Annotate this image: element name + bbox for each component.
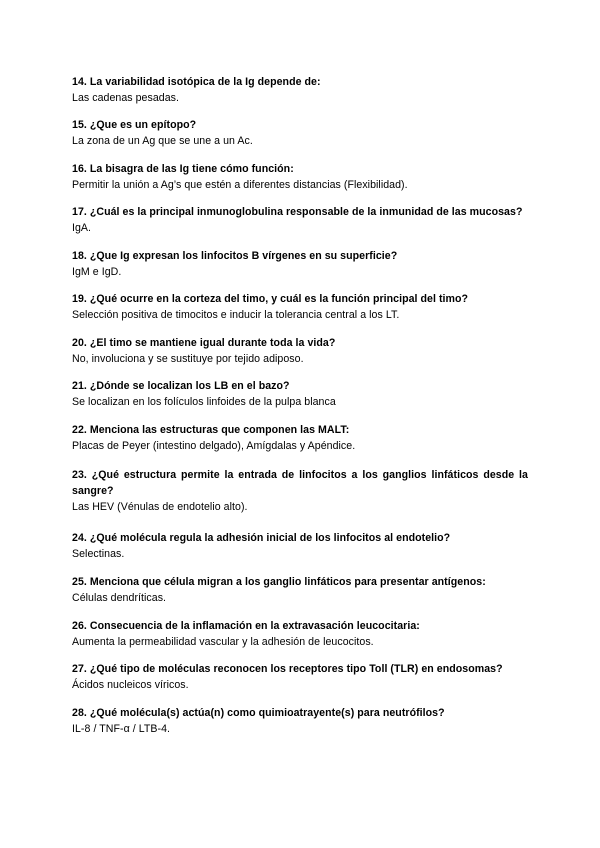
question-14: 14. La variabilidad isotópica de la Ig depende de: — [72, 76, 321, 88]
qa-item-17 — [72, 204, 528, 236]
question-28: 28. ¿Qué molécula(s) actúa(n) como quimioatrayente(s) para neutrófilos? — [72, 707, 445, 719]
question-16: 16. La bisagra de las Ig tiene cómo función: — [72, 163, 294, 175]
question-24: 24. ¿Qué molécula regula la adhesión inicial de los linfocitos al endotelio? — [72, 532, 451, 544]
answer-27: Ácidos nucleicos víricos. — [72, 679, 189, 691]
answer-21: Se localizan en los folículos linfoides de la pulpa blanca — [72, 396, 336, 408]
question-27: 27. ¿Qué tipo de moléculas reconocen los receptores tipo Toll (TLR) en endosomas? — [72, 663, 503, 675]
qa-item-27 — [72, 661, 528, 693]
qa-item-19 — [72, 291, 528, 323]
answer-26: Aumenta la permeabilidad vascular y la adhesión de leucocitos. — [72, 636, 374, 648]
question-23: 23. ¿Qué estructura permite la entrada de linfocitos a los ganglios linfáticos desde la sangre? — [72, 469, 528, 497]
qa-item-24 — [72, 530, 528, 562]
question-25: 25. Menciona que célula migran a los ganglio linfáticos para presentar antígenos: — [72, 576, 486, 588]
answer-16: Permitir la unión a Ag’s que estén a diferentes distancias (Flexibilidad). — [72, 179, 408, 191]
qa-item-14 — [72, 74, 528, 106]
answer-28: IL-8 / TNF-α / LTB-4. — [72, 723, 171, 735]
qa-item-23 — [72, 467, 528, 515]
qa-item-18 — [72, 248, 528, 280]
question-21: 21. ¿Dónde se localizan los LB en el bazo? — [72, 380, 290, 392]
qa-item-26 — [72, 618, 528, 650]
answer-25: Células dendríticas. — [72, 592, 167, 604]
question-17: 17. ¿Cuál es la principal inmunoglobulina responsable de la inmunidad de las mucosas? — [72, 206, 523, 218]
question-20: 20. ¿El timo se mantiene igual durante toda la vida? — [72, 337, 336, 349]
answer-17: IgA. — [72, 222, 92, 234]
answer-23: Las HEV (Vénulas de endotelio alto). — [72, 501, 248, 513]
answer-14: Las cadenas pesadas. — [72, 92, 180, 104]
answer-15: La zona de un Ag que se une a un Ac. — [72, 135, 253, 147]
qa-item-16 — [72, 161, 528, 193]
question-18: 18. ¿Que Ig expresan los linfocitos B vírgenes en su superficie? — [72, 250, 398, 262]
answer-24: Selectinas. — [72, 548, 125, 560]
qa-item-25 — [72, 574, 528, 606]
question-19: 19. ¿Qué ocurre en la corteza del timo, y cuál es la función principal del timo? — [72, 293, 469, 305]
question-26: 26. Consecuencia de la inflamación en la extravasación leucocitaria: — [72, 620, 420, 632]
qa-item-22 — [72, 422, 528, 454]
answer-19: Selección positiva de timocitos e inducir la tolerancia central a los LT. — [72, 309, 400, 321]
question-15: 15. ¿Que es un epítopo? — [72, 119, 197, 131]
qa-item-28 — [72, 705, 528, 737]
qa-item-15 — [72, 117, 528, 149]
answer-20: No, involuciona y se sustituye por tejido adiposo. — [72, 353, 304, 365]
question-22: 22. Menciona las estructuras que componen las MALT: — [72, 424, 350, 436]
answer-18: IgM e IgD. — [72, 266, 122, 278]
qa-item-20 — [72, 335, 528, 367]
qa-item-21 — [72, 378, 528, 410]
answer-22: Placas de Peyer (intestino delgado), Amígdalas y Apéndice. — [72, 440, 356, 452]
